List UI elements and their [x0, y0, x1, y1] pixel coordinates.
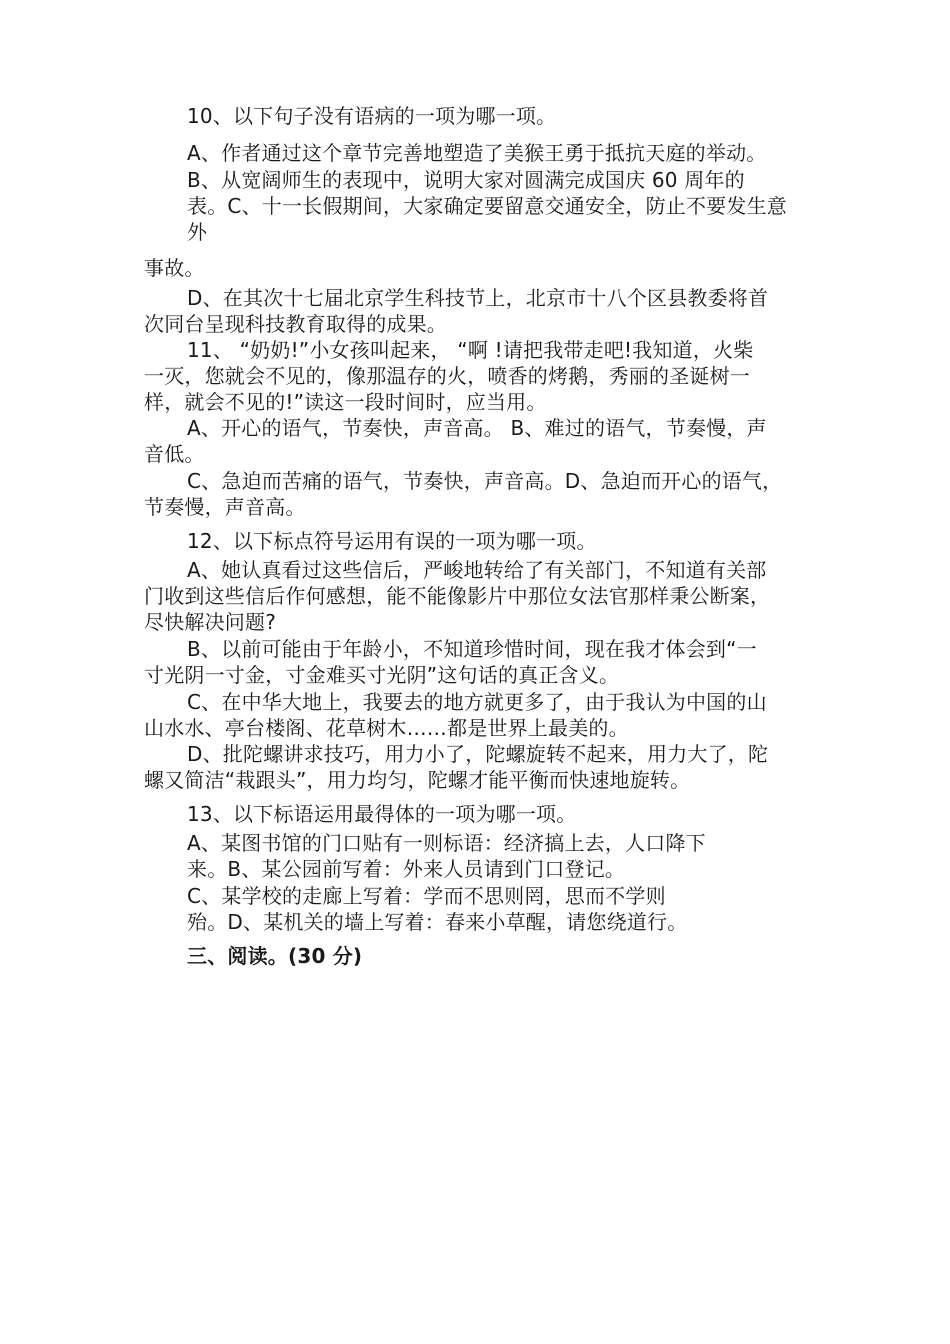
question-10-option-d-line2: 次同台呈现科技教育取得的成果。: [144, 312, 447, 336]
question-12-option-b-line1: B、以前可能由于年龄小，不知道珍惜时间，现在我才体会到“一: [187, 637, 757, 661]
question-11-options-ab-line2: 音低。: [144, 442, 205, 466]
question-11-stem-line1: 11、 “奶奶!”小女孩叫起来， “啊 !请把我带走吧!我知道，火柴: [187, 338, 754, 362]
question-12-option-d-line1: D、批陀螺讲求技巧，用力小了，陀螺旋转不起来，用力大了，陀: [187, 742, 769, 766]
question-10-option-a: A、作者通过这个章节完善地塑造了美猴王勇于抵抗天庭的举动。: [187, 141, 767, 165]
question-12-option-a-line3: 尽快解决问题?: [144, 610, 277, 634]
question-11-options-ab-line1: A、开心的语气，节奏快，声音高。 B、难过的语气，节奏慢，声: [187, 416, 767, 440]
question-11-options-cd-line2: 节奏慢，声音高。: [144, 495, 306, 519]
question-10-option-b-line1: B、从宽阔师生的表现中，说明大家对圆满完成国庆 60 周年的: [187, 168, 745, 192]
question-13-option-a-line1: A、某图书馆的门口贴有一则标语：经济搞上去，人口降下: [187, 831, 706, 855]
question-10-option-c-line4: 事故。: [144, 256, 205, 280]
question-11-stem-line2: 一灭，您就会不见的，像那温存的火，喷香的烤鹅，秀丽的圣诞树一: [144, 364, 750, 388]
question-11-stem-line3: 样，就会不见的!”读这一段时间时，应当用。: [144, 390, 547, 414]
question-13-stem: 13、以下标语运用最得体的一项为哪一项。: [187, 802, 577, 826]
section-three-heading: 三、阅读。(30 分): [187, 944, 363, 968]
question-12-option-c-line2: 山水水、亭台楼阁、花草树木……都是世界上最美的。: [144, 716, 629, 740]
question-10-stem: 10、以下句子没有语病的一项为哪一项。: [187, 104, 557, 128]
question-12-stem: 12、以下标点符号运用有误的一项为哪一项。: [187, 529, 597, 553]
question-13-option-c-line1: C、某学校的走廊上写着：学而不思则罔，思而不学则: [187, 884, 666, 908]
question-11-options-cd-line1: C、急迫而苦痛的语气，节奏快，声音高。D、急迫而开心的语气，: [187, 469, 783, 493]
question-10-option-d-line1: D、在其次十七届北京学生科技节上，北京市十八个区县教委将首: [187, 286, 769, 310]
question-13-option-cd-line2: 殆。D、某机关的墙上写着：春来小草醒，请您绕道行。: [187, 910, 688, 934]
question-12-option-b-line2: 寸光阴一寸金，寸金难买寸光阴”这句话的真正含义。: [144, 663, 620, 687]
question-13-option-ab-line2: 来。B、某公园前写着：外来人员请到门口登记。: [187, 857, 626, 881]
question-12-option-a-line2: 门收到这些信后作何感想，能不能像影片中那位女法官那样秉公断案，: [144, 584, 771, 608]
question-10-option-c-line3: 外: [187, 220, 208, 244]
question-12-option-d-line2: 螺又简洁“栽跟头”，用力均匀，陀螺才能平衡而快速地旋转。: [144, 768, 691, 792]
question-12-option-c-line1: C、在中华大地上，我要去的地方就更多了，由于我认为中国的山: [187, 690, 767, 714]
question-12-option-a-line1: A、她认真看过这些信后，严峻地转给了有关部门，不知道有关部: [187, 558, 767, 582]
question-10-option-bc-line2: 表。C、十一长假期间，大家确定要留意交通安全，防止不要发生意: [187, 194, 787, 218]
